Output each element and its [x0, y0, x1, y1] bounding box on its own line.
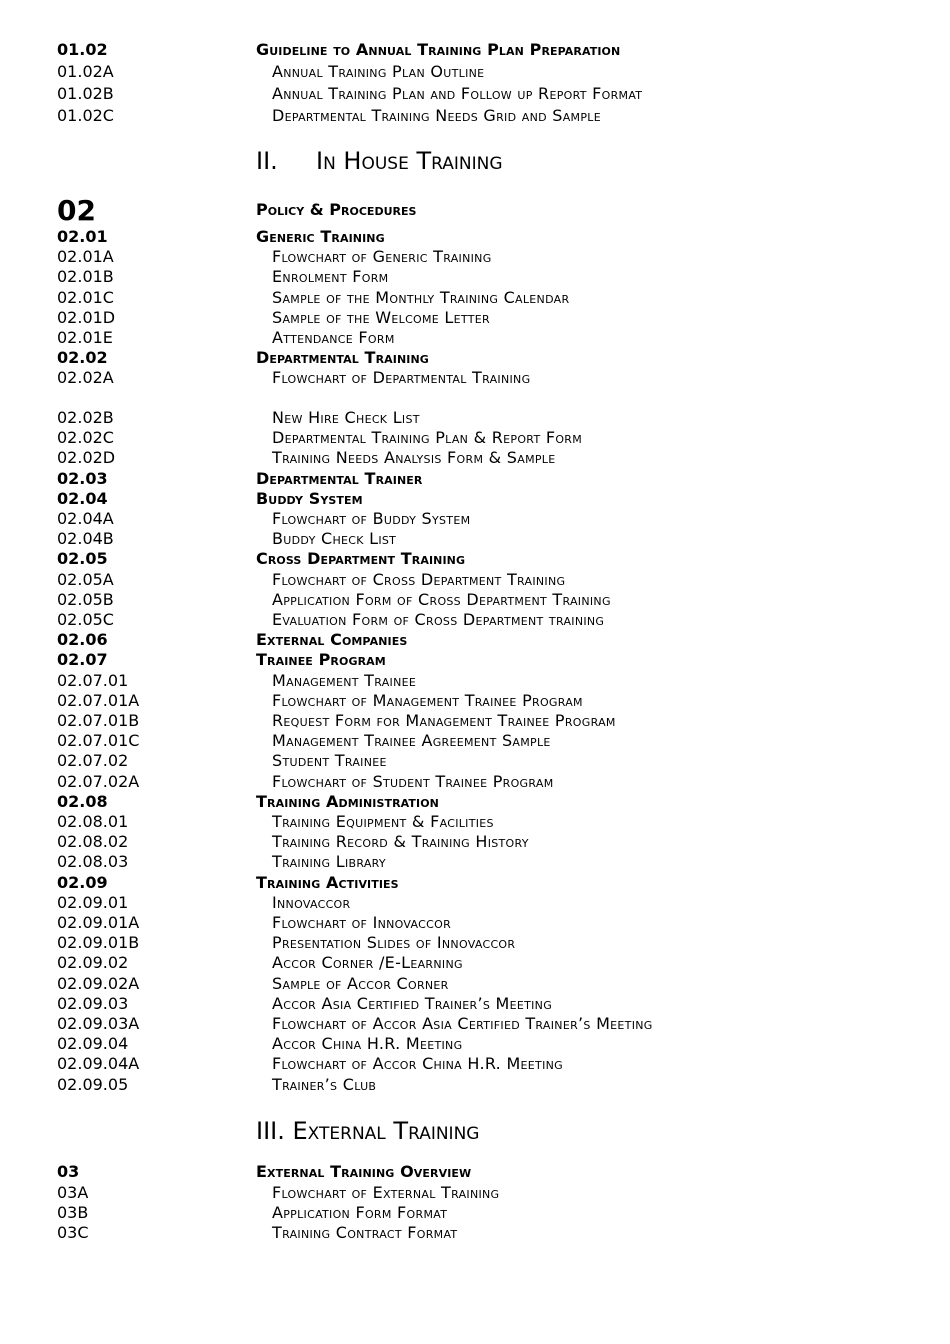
toc-entry-title: Buddy System — [256, 489, 363, 508]
toc-entry-code: 02.04 — [57, 489, 108, 508]
toc-entry — [57, 106, 937, 126]
toc-entry-title: Training Equipment & Facilities — [272, 812, 494, 831]
toc-entry — [57, 1034, 937, 1054]
toc-entry-title: Generic Training — [256, 227, 385, 246]
toc-entry-code: 02.07.02A — [57, 772, 140, 791]
toc-entry — [57, 731, 937, 751]
toc-entry-title: Departmental Training Plan & Report Form — [272, 428, 583, 447]
toc-entry-code: 02.09 — [57, 873, 108, 892]
toc-entry-code: 02.07 — [57, 650, 108, 669]
section-title: In House Training — [316, 147, 503, 175]
section-number: III. — [256, 1117, 285, 1145]
toc-entry — [57, 408, 937, 428]
toc-entry-code: 02.07.02 — [57, 751, 129, 770]
toc-entry — [57, 590, 937, 610]
toc-entry-title: Buddy Check List — [272, 529, 397, 548]
toc-entry-title: Sample of the Monthly Training Calendar — [272, 288, 570, 307]
toc-entry — [57, 40, 937, 60]
toc-entry — [57, 671, 937, 691]
toc-entry-code: 02.09.04A — [57, 1054, 140, 1073]
toc-entry — [57, 62, 937, 82]
toc-entry-code: 02.02B — [57, 408, 114, 427]
toc-entry — [57, 1054, 937, 1074]
toc-entry-code: 02.09.04 — [57, 1034, 129, 1053]
section-heading-3 — [256, 1115, 479, 1147]
toc-entry-title: Training Needs Analysis Form & Sample — [272, 448, 556, 467]
toc-entry-code: 03C — [57, 1223, 89, 1242]
toc-entry — [57, 267, 937, 287]
toc-entry-title: Flowchart of Generic Training — [272, 247, 492, 266]
toc-entry-title: Trainer’s Club — [272, 1075, 377, 1094]
toc-entry — [57, 549, 937, 569]
toc-entry-code: 02 — [57, 194, 96, 227]
toc-entry-title: Guideline to Annual Training Plan Preparation — [256, 40, 621, 59]
toc-entry — [57, 772, 937, 792]
toc-entry-code: 02.09.03 — [57, 994, 129, 1013]
toc-entry-title: Flowchart of Accor Asia Certified Trainer’s Meeting — [272, 1014, 653, 1033]
toc-entry-code: 02.08.03 — [57, 852, 129, 871]
toc-entry-title: Training Contract Format — [272, 1223, 458, 1242]
toc-entry — [57, 570, 937, 590]
toc-entry-code: 02.09.02A — [57, 974, 140, 993]
toc-entry-title: Training Administration — [256, 792, 439, 811]
toc-entry — [57, 247, 937, 267]
toc-entry-code: 02.07.01A — [57, 691, 140, 710]
toc-entry-title: Application Form Format — [272, 1203, 448, 1222]
toc-entry — [57, 832, 937, 852]
toc-entry — [57, 348, 937, 368]
toc-entry-title: External Companies — [256, 630, 408, 649]
toc-entry-title: Management Trainee — [272, 671, 417, 690]
toc-entry — [57, 1075, 937, 1095]
toc-entry-code: 02.03 — [57, 469, 108, 488]
toc-entry — [57, 489, 937, 509]
toc-entry-code: 02.09.02 — [57, 953, 129, 972]
toc-entry — [57, 650, 937, 670]
toc-entry-code: 01.02C — [57, 106, 114, 125]
toc-entry-title: Departmental Trainer — [256, 469, 423, 488]
toc-entry-title: Flowchart of Management Trainee Program — [272, 691, 583, 710]
toc-entry — [57, 691, 937, 711]
toc-entry-code: 02.08.01 — [57, 812, 129, 831]
toc-entry-code: 02.01B — [57, 267, 114, 286]
toc-entry-code: 02.05B — [57, 590, 114, 609]
toc-entry-title: Flowchart of Cross Department Training — [272, 570, 566, 589]
toc-entry — [57, 194, 937, 227]
toc-entry-title: Enrolment Form — [272, 267, 389, 286]
toc-entry-title: Training Library — [272, 852, 386, 871]
toc-entry-code: 02.04A — [57, 509, 114, 528]
toc-entry-title: Sample of the Welcome Letter — [272, 308, 490, 327]
toc-entry-title: Sample of Accor Corner — [272, 974, 449, 993]
toc-entry — [57, 852, 937, 872]
toc-entry — [57, 1223, 937, 1243]
section-heading-2 — [256, 145, 503, 177]
toc-entry-code: 02.05C — [57, 610, 114, 629]
toc-entry — [57, 974, 937, 994]
toc-entry — [57, 509, 937, 529]
toc-entry — [57, 288, 937, 308]
toc-entry — [57, 933, 937, 953]
toc-entry-code: 02.09.03A — [57, 1014, 140, 1033]
toc-entry — [57, 711, 937, 731]
toc-entry — [57, 893, 937, 913]
toc-entry-title: Annual Training Plan Outline — [272, 62, 485, 81]
toc-entry — [57, 84, 937, 104]
toc-entry-code: 01.02B — [57, 84, 114, 103]
toc-entry — [57, 227, 937, 247]
toc-entry-title: Application Form of Cross Department Training — [272, 590, 611, 609]
toc-entry-code: 02.09.01 — [57, 893, 129, 912]
toc-entry-title: Annual Training Plan and Follow up Report Format — [272, 84, 643, 103]
toc-entry-code: 02.02D — [57, 448, 116, 467]
toc-entry — [57, 953, 937, 973]
toc-entry-title: Training Record & Training History — [272, 832, 529, 851]
toc-entry — [57, 1203, 937, 1223]
toc-entry-title: Trainee Program — [256, 650, 386, 669]
toc-entry-title: Flowchart of Student Trainee Program — [272, 772, 554, 791]
toc-entry-code: 02.01A — [57, 247, 114, 266]
toc-entry-code: 03 — [57, 1162, 80, 1181]
toc-entry-code: 01.02A — [57, 62, 114, 81]
toc-entry-title: Flowchart of External Training — [272, 1183, 500, 1202]
toc-entry-title: Presentation Slides of Innovaccor — [272, 933, 516, 952]
toc-entry-title: Departmental Training — [256, 348, 429, 367]
toc-entry-code: 02.05A — [57, 570, 114, 589]
toc-entry-title: Flowchart of Accor China H.R. Meeting — [272, 1054, 563, 1073]
toc-entry — [57, 368, 937, 388]
toc-entry-title: Management Trainee Agreement Sample — [272, 731, 551, 750]
toc-entry — [57, 428, 937, 448]
toc-entry-title: Training Activities — [256, 873, 399, 892]
toc-entry-code: 01.02 — [57, 40, 108, 59]
toc-entry — [57, 792, 937, 812]
toc-entry-title: Departmental Training Needs Grid and Sample — [272, 106, 601, 125]
toc-entry — [57, 873, 937, 893]
toc-entry — [57, 913, 937, 933]
toc-entry — [57, 1014, 937, 1034]
toc-entry — [57, 994, 937, 1014]
toc-entry — [57, 1183, 937, 1203]
toc-entry-title: New Hire Check List — [272, 408, 420, 427]
toc-entry-title: Innovaccor — [272, 893, 351, 912]
toc-entry-code: 02.01D — [57, 308, 116, 327]
toc-entry — [57, 469, 937, 489]
toc-entry-code: 03A — [57, 1183, 89, 1202]
toc-entry-title: Attendance Form — [272, 328, 395, 347]
toc-entry-title: Accor China H.R. Meeting — [272, 1034, 463, 1053]
toc-entry-title: Accor Corner /E-Learning — [272, 953, 463, 972]
toc-entry-code: 02.02A — [57, 368, 114, 387]
toc-entry-title: Student Trainee — [272, 751, 387, 770]
toc-entry — [57, 308, 937, 328]
section-number: II. — [256, 147, 278, 175]
toc-entry-title: External Training Overview — [256, 1162, 472, 1181]
toc-entry — [57, 751, 937, 771]
toc-entry-code: 02.02C — [57, 428, 114, 447]
toc-entry — [57, 448, 937, 468]
toc-entry-code: 02.07.01C — [57, 731, 140, 750]
toc-entry — [57, 328, 937, 348]
toc-entry-code: 02.06 — [57, 630, 108, 649]
toc-entry — [57, 610, 937, 630]
toc-entry-code: 02.09.01A — [57, 913, 140, 932]
toc-entry-code: 02.05 — [57, 549, 108, 568]
toc-entry-code: 02.07.01 — [57, 671, 129, 690]
toc-entry-code: 02.01E — [57, 328, 113, 347]
toc-entry-code: 02.08.02 — [57, 832, 129, 851]
toc-entry — [57, 1162, 937, 1182]
toc-entry-code: 02.07.01B — [57, 711, 140, 730]
toc-entry-title: Accor Asia Certified Trainer’s Meeting — [272, 994, 553, 1013]
toc-entry-code: 02.09.05 — [57, 1075, 129, 1094]
toc-entry-code: 02.08 — [57, 792, 108, 811]
toc-entry-title: Cross Department Training — [256, 549, 466, 568]
toc-entry-code: 02.01 — [57, 227, 108, 246]
toc-entry-title: Flowchart of Innovaccor — [272, 913, 452, 932]
toc-entry-title: Flowchart of Departmental Training — [272, 368, 531, 387]
toc-entry-code: 02.09.01B — [57, 933, 140, 952]
toc-entry — [57, 630, 937, 650]
toc-entry-code: 02.01C — [57, 288, 114, 307]
toc-entry-title: Evaluation Form of Cross Department training — [272, 610, 605, 629]
toc-entry — [57, 529, 937, 549]
toc-entry — [57, 812, 937, 832]
toc-entry-code: 02.02 — [57, 348, 108, 367]
toc-entry-code: 03B — [57, 1203, 89, 1222]
toc-entry-code: 02.04B — [57, 529, 114, 548]
section-title: External Training — [292, 1117, 480, 1145]
toc-entry-title: Policy & Procedures — [256, 200, 417, 219]
toc-entry-title: Flowchart of Buddy System — [272, 509, 471, 528]
toc-entry-title: Request Form for Management Trainee Program — [272, 711, 616, 730]
